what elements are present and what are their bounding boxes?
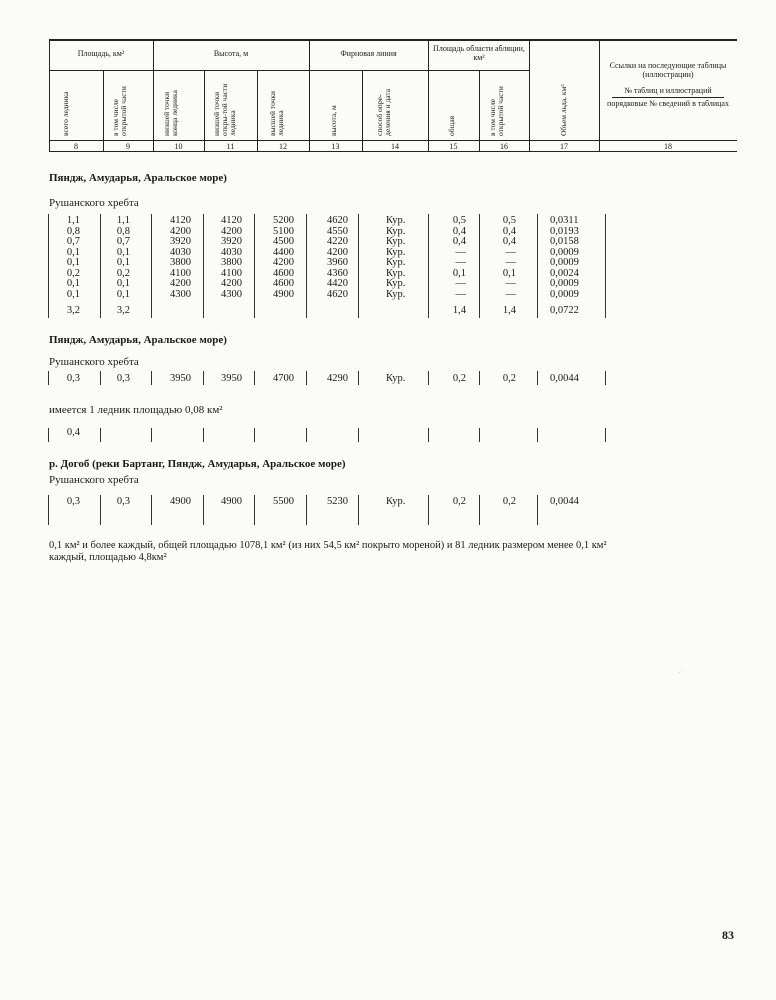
column-bar (254, 371, 255, 385)
table-cell: 0,7 (116, 236, 130, 247)
footer-note-line: каждый, площадью 4,8км² (49, 552, 167, 563)
table-cell: 4100 (221, 267, 242, 279)
table-cell: 1,4 (452, 305, 466, 316)
table-cell: 4360 (327, 267, 348, 279)
table-cell: 0,2 (66, 267, 80, 279)
column-bar (203, 428, 204, 442)
column-bar (306, 495, 307, 525)
table-cell: Кур. (386, 246, 406, 258)
table-cell: 4120 (170, 215, 191, 226)
column-bar (537, 214, 538, 318)
table-cell: 4500 (273, 236, 294, 247)
column-bar (537, 371, 538, 385)
column-bar (358, 428, 359, 442)
table-cell: 0,0311 (550, 215, 579, 226)
column-bar (605, 371, 606, 385)
table-cell: 0,4 (502, 225, 516, 237)
table-cell: 4200 (327, 246, 348, 258)
column-bar (203, 371, 204, 385)
table-cell: Кур. (386, 267, 406, 279)
column-bar (151, 371, 152, 385)
col-sep-6 (362, 70, 363, 151)
subheader-ice-volume: Объем льда, км³ (559, 84, 568, 136)
table-cell: 0,4 (502, 236, 516, 247)
table-cell: 0,0158 (550, 236, 579, 247)
table-cell: 3920 (221, 236, 242, 247)
table-cell: 0,1 (66, 288, 80, 300)
col-sep-9 (529, 39, 530, 151)
table-cell: 4200 (273, 257, 294, 268)
table-cell: Кур. (386, 288, 406, 300)
table-cell: 0,2 (452, 496, 466, 507)
column-number: 12 (279, 142, 287, 151)
column-bar (151, 214, 152, 318)
table-cell: 0,1 (116, 246, 130, 258)
column-number: 10 (174, 142, 183, 151)
column-bar (306, 428, 307, 442)
table-cell: 0,1 (66, 257, 80, 268)
speck-mark: ·.· (676, 667, 683, 675)
section-note: имеется 1 ледник площадью 0,08 км² (49, 404, 223, 416)
table-cell: 0,8 (116, 225, 130, 237)
table-cell: Кур. (386, 215, 406, 226)
table-cell: 0,0044 (550, 496, 579, 507)
table-cell: — (455, 257, 466, 268)
refs-header-tables: № таблиц и иллюстраций (624, 86, 712, 95)
subheader-area-open: в том числе открытой части (111, 86, 128, 136)
table-cell: 0,5 (502, 215, 516, 226)
subheader-firn-height: высота, м (329, 105, 338, 136)
subheader-ablation-total: общая (447, 115, 456, 136)
column-bar (428, 428, 429, 442)
table-cell: 3960 (327, 257, 348, 268)
column-bar (358, 495, 359, 525)
table-cell: 4200 (170, 278, 191, 289)
table-cell: 0,0009 (550, 246, 579, 258)
table-cell: 0,1 (66, 278, 80, 289)
column-number: 18 (664, 142, 672, 151)
column-bar (537, 428, 538, 442)
table-cell: 4200 (221, 225, 242, 237)
col-sep-3 (204, 70, 205, 151)
table-cell: 5230 (327, 496, 348, 507)
table-cell: 0,3 (66, 373, 80, 384)
table-cell: 4220 (327, 236, 348, 247)
table-cell: 0,5 (452, 215, 466, 226)
table-cell: 5100 (273, 225, 294, 237)
table-cell: 0,0722 (550, 305, 579, 316)
column-bar (151, 428, 152, 442)
table-cell: 3920 (170, 236, 191, 247)
table-cell: 1,1 (116, 215, 130, 226)
table-cell: 0,1 (116, 257, 130, 268)
table-cell: 0,4 (452, 236, 466, 247)
table-cell: 3950 (170, 373, 191, 384)
table-cell: 0,8 (66, 225, 80, 237)
table-cell: 4420 (327, 278, 348, 289)
table-cell: 4700 (273, 373, 294, 384)
column-number: 16 (500, 142, 508, 151)
refs-header-ordinals: порядковые № сведений в таблицах (607, 99, 729, 108)
table-cell: Кур. (386, 236, 406, 247)
table-cell: 4100 (170, 267, 191, 279)
table-cell: 4620 (327, 288, 348, 300)
table-cell: 0,2 (116, 267, 130, 279)
table-cell: 0,1 (116, 278, 130, 289)
section-title: Пяндж, Амударья, Аральское море) (49, 334, 227, 346)
table-cell: 3800 (170, 257, 191, 268)
group-header-firn: Фирновая линия (340, 49, 397, 58)
table-cell: 4030 (170, 246, 191, 258)
table-cell: 4300 (170, 288, 191, 300)
column-number: 15 (449, 142, 458, 151)
subheader-highest: высшей точки ледника (268, 90, 285, 136)
column-bar (306, 214, 307, 318)
table-cell: 3,2 (66, 305, 80, 316)
table-cell: Кур. (386, 225, 406, 237)
refs-header-title: Ссылки на последующие таблицы (иллюстрации) (609, 61, 727, 79)
footer-note-line: 0,1 км² и более каждый, общей площадью 1078,1 км² (из них 54,5 км² покрыто мореной) и 81 ледник размером менее 0,1 км² (49, 540, 607, 551)
column-bar (151, 495, 152, 525)
column-bar (537, 495, 538, 525)
subheader-lowest-open: низшей точки откры-той части ледника (212, 83, 237, 136)
table-cell: 0,1 (502, 267, 516, 279)
table-cell: Кур. (386, 278, 406, 289)
group-header-area: Площадь, км² (77, 49, 125, 58)
group-header-height: Высота, м (213, 49, 249, 58)
table-cell: 4290 (327, 373, 348, 384)
table-cell: 3,2 (116, 305, 130, 316)
table-cell: 1,4 (502, 305, 516, 316)
column-bar (203, 495, 204, 525)
subheader-lowest-end: низшей точки конца ледника (162, 90, 179, 136)
col-sep-10 (599, 39, 600, 151)
table-cell: 0,1 (116, 288, 130, 300)
table-cell: 0,4 (66, 427, 80, 438)
table-cell: 1,1 (66, 215, 80, 226)
table-cell: — (455, 246, 466, 258)
col-sep-7 (428, 39, 429, 151)
table-cell: 5500 (273, 496, 294, 507)
subheader-area-total: всего ледника (61, 91, 70, 136)
area-height-group-rule (49, 70, 309, 71)
table-cell: 5200 (273, 215, 294, 226)
table-cell: 4120 (221, 215, 242, 226)
table-cell: 0,3 (116, 373, 130, 384)
column-bar (203, 214, 204, 318)
table-cell: — (505, 278, 516, 289)
section-subtitle: Рушанского хребта (49, 474, 139, 486)
table-cell: 0,0044 (550, 373, 579, 384)
subheader-ablation-open: в том числе открытой части (488, 86, 505, 136)
section-subtitle: Рушанского хребта (49, 356, 139, 368)
column-bar (605, 214, 606, 318)
table-cell: 4600 (273, 278, 294, 289)
table-cell: 0,0009 (550, 257, 579, 268)
column-bar (306, 371, 307, 385)
table-cell: 3950 (221, 373, 242, 384)
section-title: Пяндж, Амударья, Аральское море) (49, 172, 227, 184)
column-number: 14 (391, 142, 399, 151)
table-cell: 4200 (221, 278, 242, 289)
col-sep-8 (479, 70, 480, 151)
table-cell: 0,0024 (550, 267, 579, 279)
column-bar (254, 428, 255, 442)
table-cell: 0,7 (66, 236, 80, 247)
column-bar (254, 495, 255, 525)
table-cell: 4620 (327, 215, 348, 226)
column-number: 8 (74, 142, 78, 151)
table-cell: 0,3 (116, 496, 130, 507)
column-bar (605, 428, 606, 442)
table-cell: 0,0009 (550, 278, 579, 289)
table-cell: 4900 (170, 496, 191, 507)
table-cell: — (505, 246, 516, 258)
table-cell: Кур. (386, 257, 406, 268)
column-number: 11 (226, 142, 235, 151)
col-sep-4 (257, 70, 258, 151)
table-cell: Кур. (386, 373, 406, 384)
table-cell: 0,2 (452, 373, 466, 384)
column-bar (358, 214, 359, 318)
table-cell: 0,1 (452, 267, 466, 279)
column-bar (254, 214, 255, 318)
table-cell: 0,2 (502, 496, 516, 507)
table-cell: — (455, 278, 466, 289)
table-cell: — (505, 257, 516, 268)
table-cell: 0,0193 (550, 225, 579, 237)
subheader-firn-method: способ опре-деления и дата (375, 88, 392, 136)
table-cell: 4900 (221, 496, 242, 507)
table-cell: 0,2 (502, 373, 516, 384)
table-cell: — (505, 288, 516, 300)
column-bar (100, 428, 101, 442)
table-cell: 4030 (221, 246, 242, 258)
column-bar (479, 428, 480, 442)
table-cell: — (455, 288, 466, 300)
table-cell: 0,3 (66, 496, 80, 507)
firn-ablation-group-rule (309, 70, 529, 71)
refs-divider-rule (612, 97, 724, 98)
table-cell: 4200 (170, 225, 191, 237)
table-cell: 4600 (273, 267, 294, 279)
section-title: р. Догоб (реки Бартанг, Пяндж, Амударья, Аральское море) (49, 458, 346, 470)
column-bar (358, 371, 359, 385)
header-bottom-rule (49, 151, 737, 152)
col-sep-1 (103, 70, 104, 151)
table-cell: 4550 (327, 225, 348, 237)
table-cell: 4900 (273, 288, 294, 300)
table-cell: 0,1 (66, 246, 80, 258)
table-cell: 3800 (221, 257, 242, 268)
table-cell: 0,0009 (550, 288, 579, 300)
group-header-ablation: Площадь области абляции, км² (433, 44, 525, 62)
section-subtitle: Рушанского хребта (49, 197, 139, 209)
column-number: 17 (560, 142, 568, 151)
table-cell: 0,4 (452, 225, 466, 237)
column-number: 9 (126, 142, 130, 151)
column-number: 13 (331, 142, 340, 151)
page-number: 83 (722, 928, 734, 942)
table-cell: 4300 (221, 288, 242, 300)
table-cell: 4400 (273, 246, 294, 258)
table-cell: Кур. (386, 496, 406, 507)
